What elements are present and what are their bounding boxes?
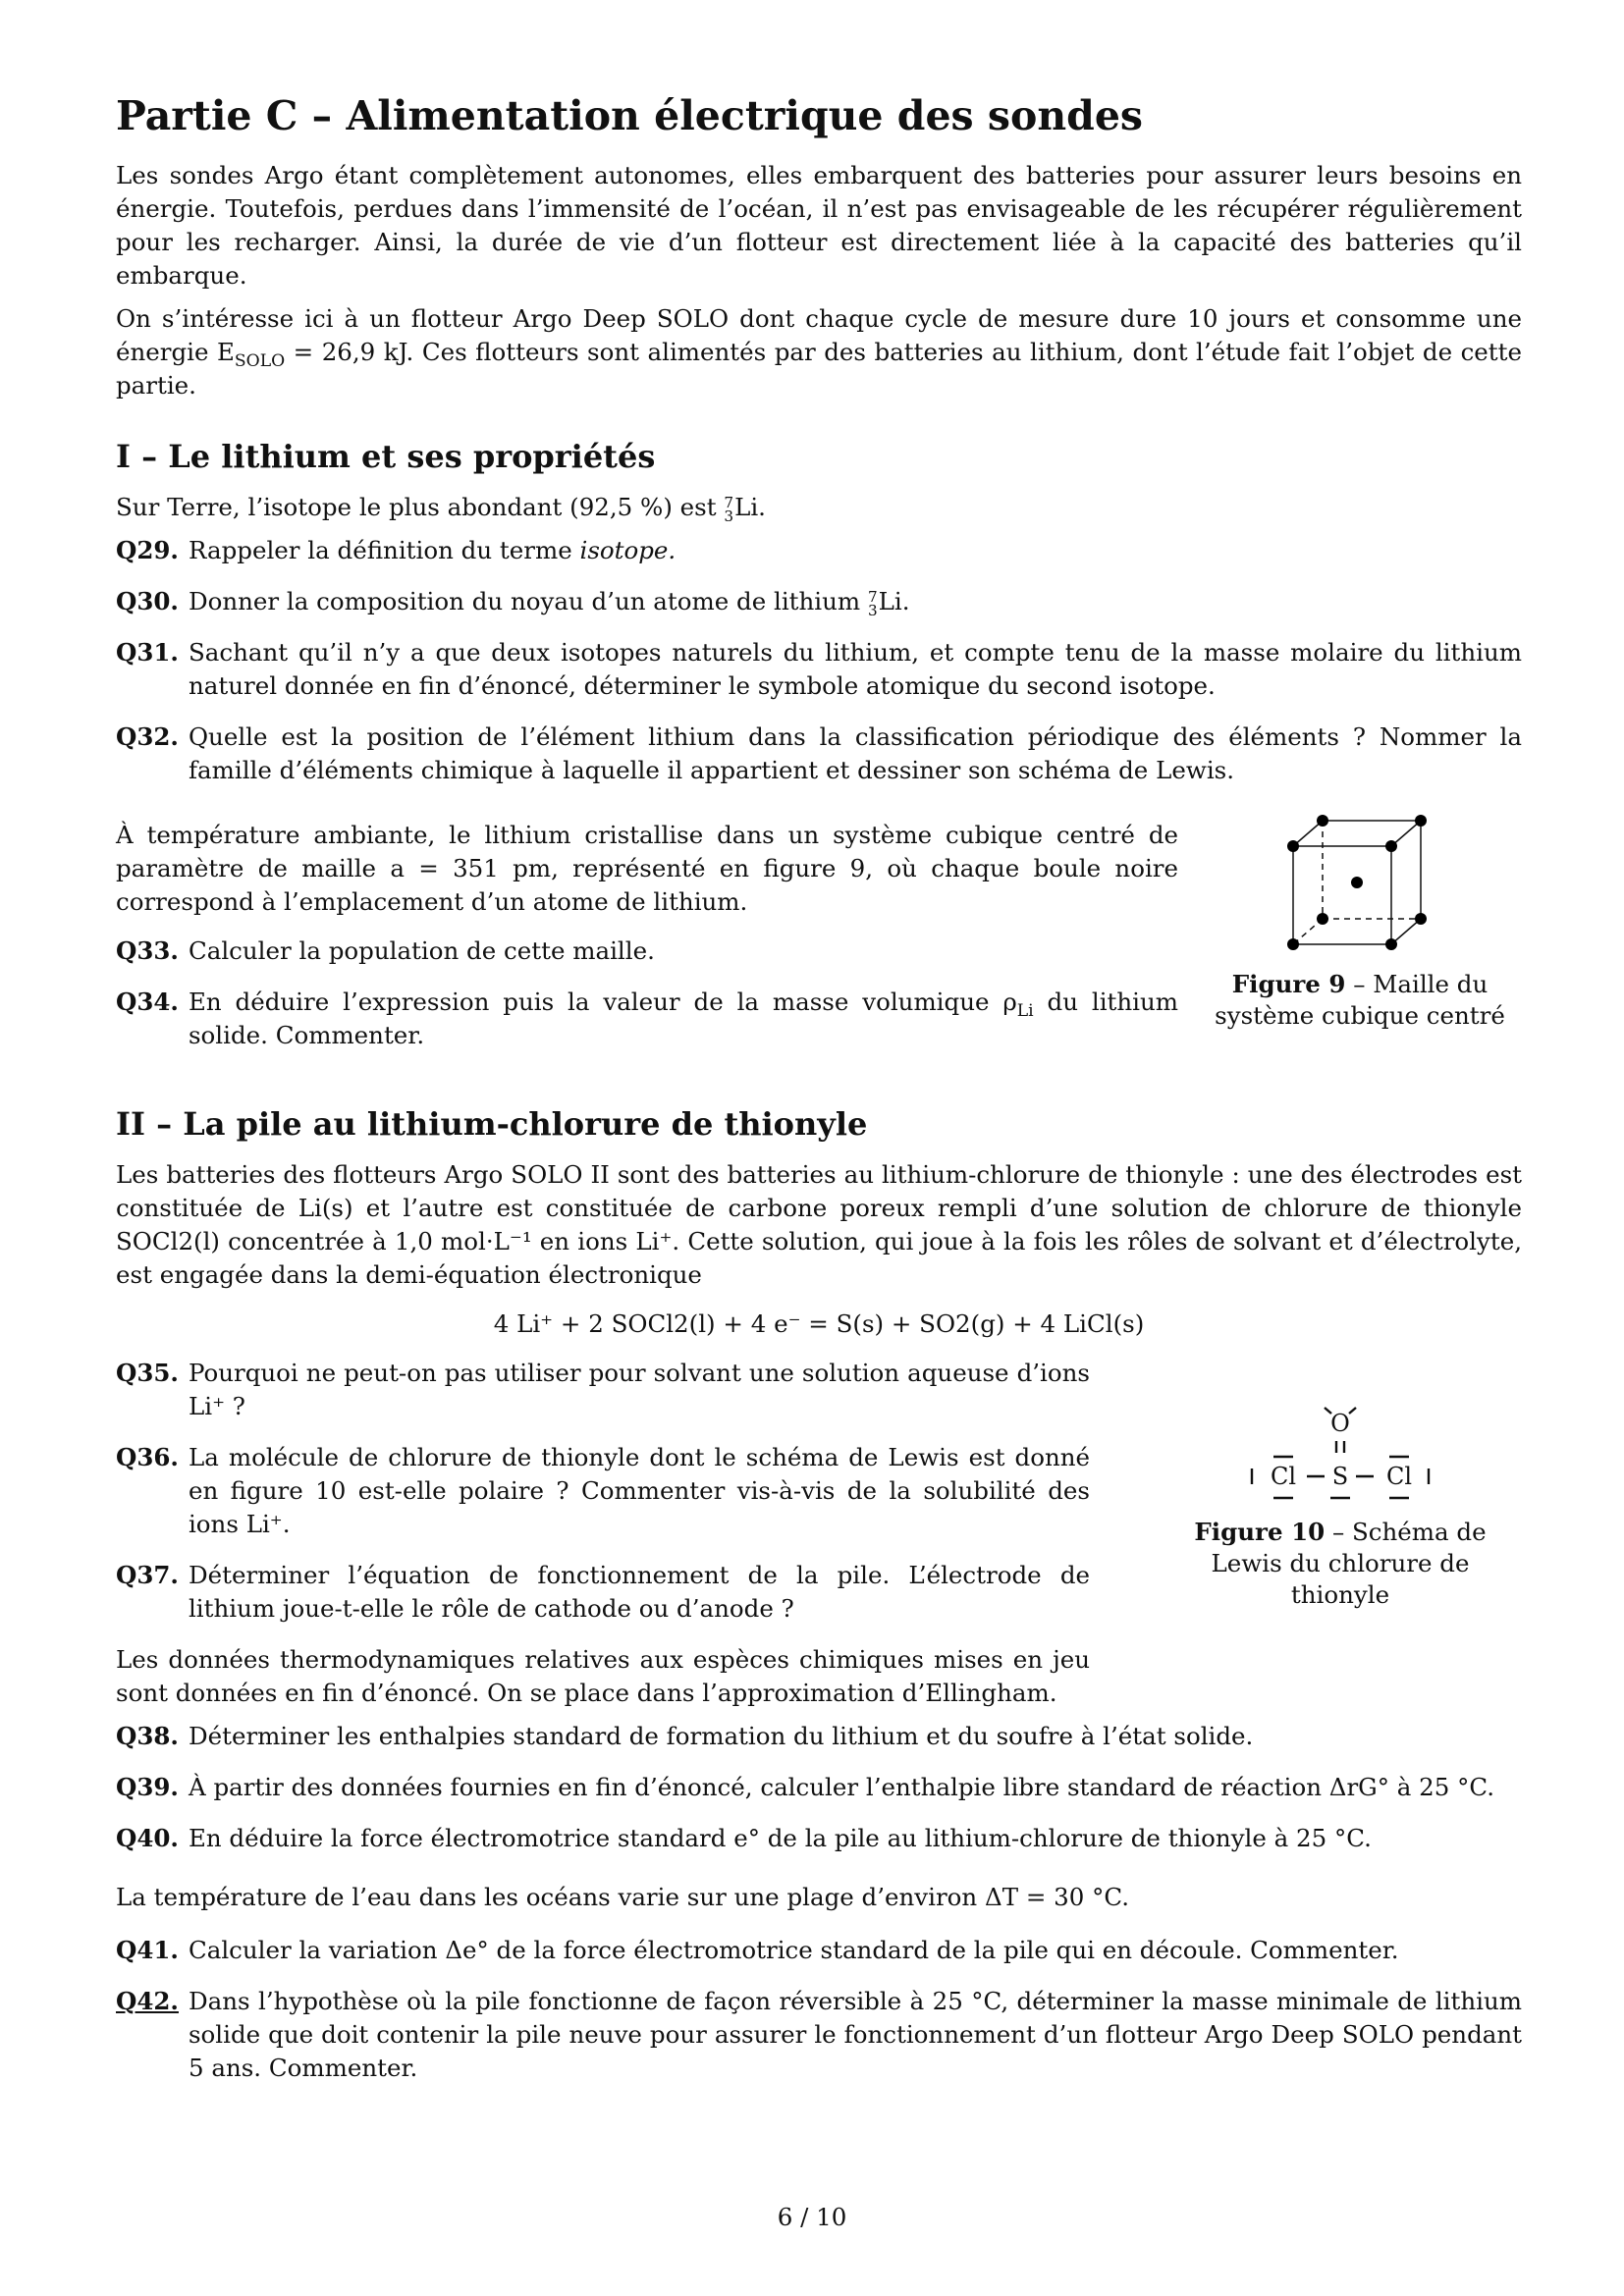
atom-corner xyxy=(1385,938,1397,950)
page-number: 6 / 10 xyxy=(777,2203,847,2231)
figure-10-caption: Figure 10 – Schéma de Lewis du chlorure de thionyle xyxy=(1194,1518,1487,1609)
atom-corner xyxy=(1385,840,1397,852)
crystal-paragraph: À température ambiante, le lithium cristallise dans un système cubique centré de paramètre de maille a = 351 pm, représenté en figure 9, où chaque boule noire correspond à l’emplacement d’un atome de lithium. xyxy=(116,821,1178,916)
question-q35: Q35. Pourquoi ne peut-on pas utiliser pour solvant une solution aqueuse d’ions Li⁺ ? xyxy=(116,1359,1090,1420)
atom-s: S xyxy=(1331,1463,1349,1490)
temperature-paragraph: La température de l’eau dans les océans varie sur une plage d’environ ΔT = 30 °C. xyxy=(116,1883,1130,1911)
section-1-title: I – Le lithium et ses propriétés xyxy=(116,438,656,475)
thionyl-block xyxy=(116,1357,1522,1720)
part-title: Partie C – Alimentation électrique des sondes xyxy=(116,92,1143,139)
bcc-cell-diagram xyxy=(1276,813,1443,960)
figure-9 xyxy=(1198,819,1522,1032)
isotope-notation: 7 3 xyxy=(724,493,734,525)
atom-o: O xyxy=(1330,1410,1350,1437)
question-q42: Q42. Dans l’hypothèse où la pile fonctionne de façon réversible à 25 °C, déterminer la masse minimale de lithium solide que doit contenir la pile neuve pour assurer le fonctionnement d’un flotteur Argo Deep SOLO pendant 5 ans. Commenter. xyxy=(116,1987,1522,2082)
intro-paragraph-2: On s’intéresse ici à un flotteur Argo Deep SOLO dont chaque cycle de mesure dure 10 jours et consomme une énergie $E_{SOLO} = 26,9$ kJ. Ces flotteurs sont alimentés par des batteries au lithium, dont l’étude fait l’objet de cette partie. xyxy=(116,304,1522,400)
question-q29: Q29. Rappeler la définition du terme isotope. xyxy=(116,536,677,564)
atom-cl-left: Cl xyxy=(1270,1463,1297,1490)
atom-corner xyxy=(1287,938,1299,950)
half-equation: 4 Li⁺ + 2 SOCl2(l) + 4 e⁻ = S(s) + SO2(g) + 4 LiCl(s) xyxy=(493,1309,1145,1338)
question-q39: Q39. À partir des données fournies en fin d’énoncé, calculer l’enthalpie libre standard de réaction ΔrG° à 25 °C. xyxy=(116,1773,1495,1801)
question-q31: Q31. Sachant qu’il n’y a que deux isotopes naturels du lithium, et compte tenu de la masse molaire du lithium naturel donnée en fin d’énoncé, déterminer le symbole atomique du second isotope. xyxy=(116,638,1522,700)
atom-corner xyxy=(1415,815,1427,827)
atom-corner xyxy=(1415,913,1427,925)
question-q34: Q34. En déduire l’expression puis la valeur de la masse volumique $\rho_{Li}$ du lithium solide. Commenter. xyxy=(116,988,1178,1049)
figure-10 xyxy=(1159,1357,1522,1611)
atom-center xyxy=(1351,877,1363,888)
crystal-block xyxy=(116,819,1522,1070)
battery-paragraph: Les batteries des flotteurs Argo SOLO II sont des batteries au lithium-chlorure de thionyle : une des électrodes est constituée de Li(s) et l’autre est constituée de carbone poreux rempli d’une solution de chlorure de thionyle SOCl2(l) concentrée à 1,0 mol·L⁻¹ en ions Li⁺. Cette solution, qui joue à la fois les rôles de solvant et d’électrolyte, est engagée dans la demi-équation électronique xyxy=(116,1160,1522,1289)
lewis-structure-diagram xyxy=(1232,1400,1448,1508)
question-q41: Q41. Calculer la variation Δe° de la force électromotrice standard de la pile qui en découle. Commenter. xyxy=(116,1936,1399,1964)
question-q33: Q33. Calculer la population de cette maille. xyxy=(116,936,655,965)
question-q36: Q36. La molécule de chlorure de thionyle dont le schéma de Lewis est donné en figure 10 est-elle polaire ? Commenter vis-à-vis de la solubilité des ions Li⁺. xyxy=(116,1443,1090,1538)
intro-paragraph-1: Les sondes Argo étant complètement autonomes, elles embarquent des batteries pour assurer leurs besoins en énergie. Toutefois, perdues dans l’immensité de l’océan, il n’est pas envisageable de les récupérer régulièrement pour les recharger. Ainsi, la durée de vie d’un flotteur est directement liée à la capacité des batteries qu’il embarque. xyxy=(116,161,1522,290)
isotope-line: Sur Terre, l’isotope le plus abondant (92,5 %) est 7 3 Li. xyxy=(116,493,766,525)
atom-corner xyxy=(1317,815,1328,827)
thermo-paragraph: Les données thermodynamiques relatives aux espèces chimiques mises en jeu sont données en fin d’énoncé. On se place dans l’approximation d’Ellingham. xyxy=(116,1645,1090,1707)
page xyxy=(116,90,1522,2103)
atom-corner xyxy=(1287,840,1299,852)
question-q40: Q40. En déduire la force électromotrice standard e° de la pile au lithium-chlorure de thionyle à 25 °C. xyxy=(116,1824,1372,1852)
section-2-title: II – La pile au lithium-chlorure de thionyle xyxy=(116,1105,868,1143)
question-q37: Q37. Déterminer l’équation de fonctionnement de la pile. L’électrode de lithium joue-t-elle le rôle de cathode ou d’anode ? xyxy=(116,1561,1090,1623)
question-q32: Q32. Quelle est la position de l’élément lithium dans la classification périodique des éléments ? Nommer la famille d’éléments chimique à laquelle il appartient et dessiner son schéma de Lewis. xyxy=(116,722,1522,784)
question-q30: Q30. Donner la composition du noyau d’un atome de lithium 7 3 Li. xyxy=(116,587,910,619)
question-q38: Q38. Déterminer les enthalpies standard de formation du lithium et du soufre à l’état solide. xyxy=(116,1722,1254,1750)
atom-cl-right: Cl xyxy=(1385,1463,1413,1490)
figure-9-caption: Figure 9 – Maille du système cubique centré xyxy=(1215,970,1505,1030)
atom-corner xyxy=(1317,913,1328,925)
